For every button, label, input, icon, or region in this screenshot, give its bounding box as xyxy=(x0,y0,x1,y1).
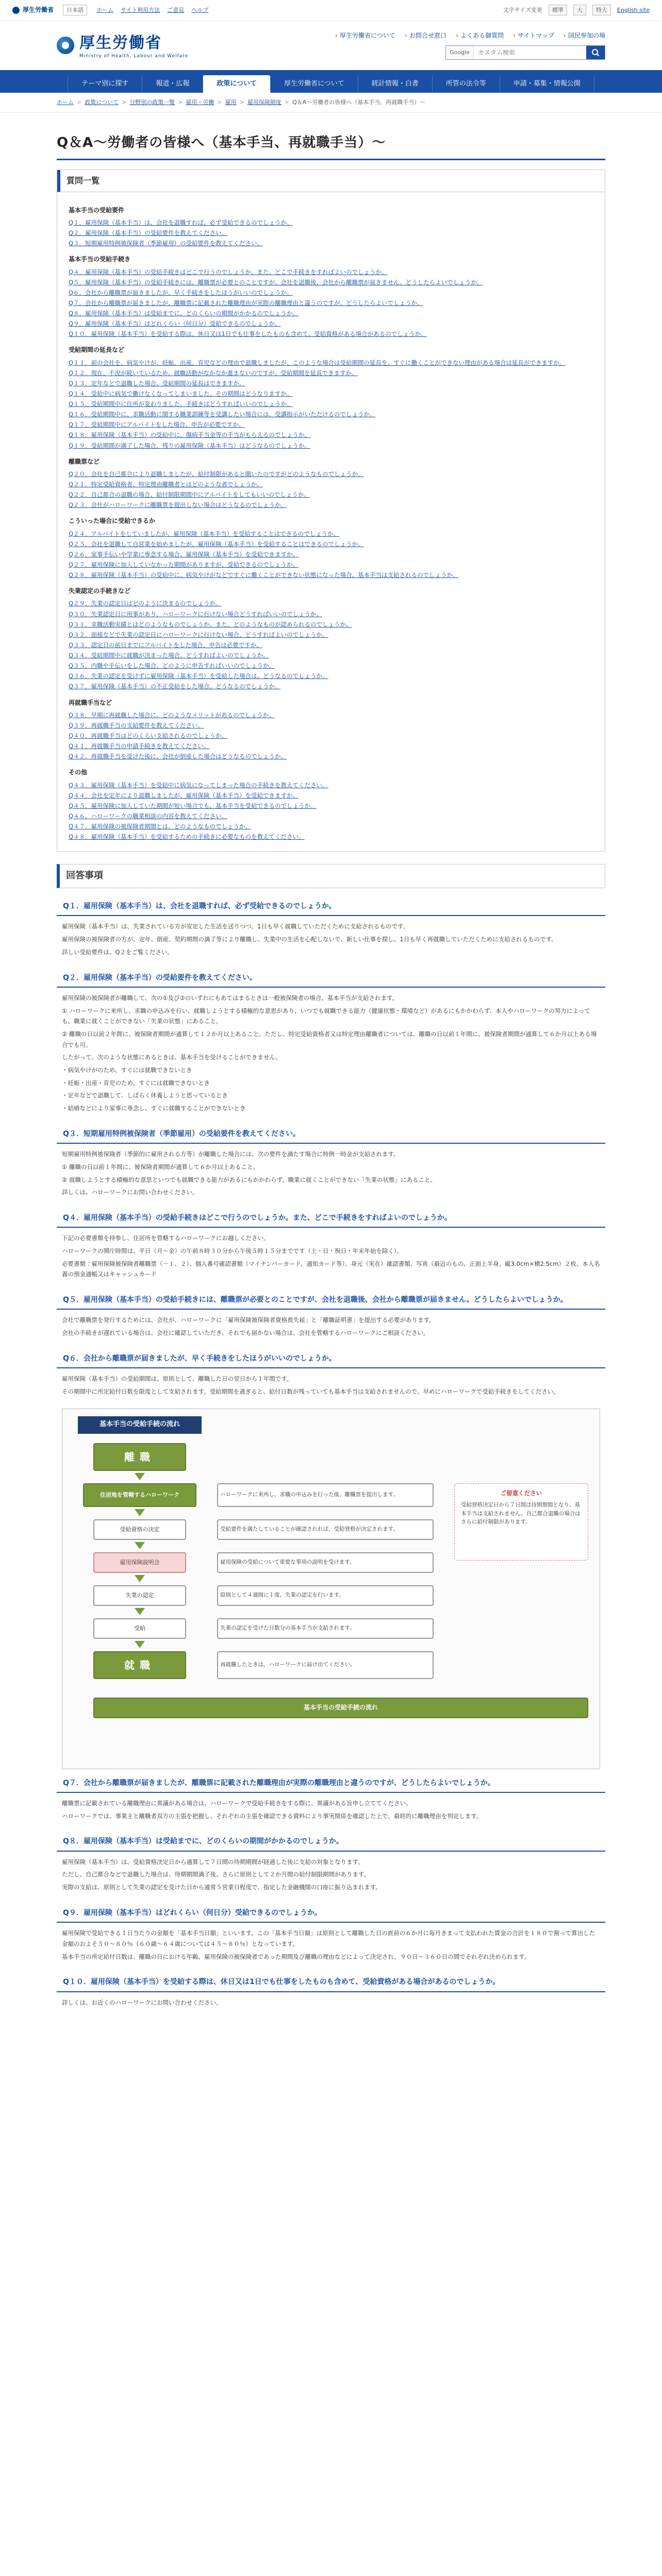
toc-group-title: その他 xyxy=(69,769,88,776)
toc-question-link[interactable]: Q５．雇用保険（基本手当）の受給手続きには、離職票が必要とのことですが、会社を退職後、会社から離職票が届きません。どうしたらよいでしょうか。 xyxy=(69,278,483,286)
flow-step-qualification: 受給資格の決定 xyxy=(93,1519,186,1540)
qa-answer-paragraph: したがって、次のような状態にあるときは、基本手当を受けることができません。 xyxy=(62,1054,282,1061)
toc-question-list xyxy=(69,710,593,762)
qa-answer-paragraph: 詳しくは、ハローワークにお問い合わせください。 xyxy=(62,1189,198,1196)
qa-block xyxy=(57,1291,605,1338)
toc-question-item xyxy=(69,358,593,368)
toc-question-item xyxy=(69,217,593,228)
toc-question-link[interactable]: Q２１．特定受給資格者、特定理由離職者とはどのような者でしょうか。 xyxy=(69,481,263,488)
toc-question-item xyxy=(69,329,593,339)
qa-answer-paragraph: 詳しくは、お近くのハローワークにお問い合わせください。 xyxy=(62,1998,222,2006)
qa-block xyxy=(57,1125,605,1198)
flow-summary-bar: 基本手当の受給手続の流れ xyxy=(93,1698,588,1718)
qa-answer-paragraph: 下記の必要書類を持参し、住居所を管轄するハローワークにお越しください。 xyxy=(62,1234,270,1242)
toc-group-title: こういった場合に受給できるか xyxy=(69,517,156,525)
qa-answer-paragraph: 雇用保険で受給できる１日当たりの金額を「基本手当日額」といいます。この「基本手当日額」は原則として離職した日の直前の６か月に毎月きまって支払われた賃金の合計を１８０で割って算出した金額のおよそ５０～８０％（６０歳～６４歳については４５～８０％）となっています。 xyxy=(62,1929,595,1947)
qa-block xyxy=(57,1774,605,1822)
breadcrumb-employment[interactable]: 雇用 xyxy=(225,99,237,106)
qa-question: Q９．雇用保険（基本手当）はどれくらい（何日分）受給できるのでしょうか。 xyxy=(57,1904,605,1923)
toc-question-item xyxy=(69,598,593,608)
toc-question-link[interactable]: Q４７．雇用保険の被保険者期間とは、どのようなものでしょうか。 xyxy=(69,823,252,831)
toc-question-link[interactable]: Q４４．会社を定年により退職しましたが、雇用保険（基本手当）を受給できますか。 xyxy=(69,791,299,799)
toc-question-item xyxy=(69,549,593,560)
top-link-help[interactable]: ヘルプ xyxy=(191,6,209,13)
qa-block xyxy=(57,1904,605,1962)
toc-question-item xyxy=(69,720,593,731)
toc-question-item xyxy=(69,277,593,287)
toc-question-item xyxy=(69,570,593,580)
toc-question-link[interactable]: Q１６．受給期間中に、求職活動に関する職業訓練等を受講したい場合には、受講指示がいただけるのでしょうか。 xyxy=(69,411,376,418)
toc-question-link[interactable]: Q４２．再就職手当を受けた後に、会社が倒産した場合はどうなるのでしょうか。 xyxy=(69,753,287,760)
ministry-name-small: 厚生労働省 xyxy=(23,6,54,13)
question-list-section xyxy=(57,170,605,852)
toc-question-link[interactable]: Q２２．自己都合の退職の場合、給付制限期間中にアルバイトをしてもいいのでしょうか。 xyxy=(69,491,310,499)
search-input[interactable] xyxy=(474,46,586,59)
qa-answer-paragraph: 会社で離職票を発行するためには、会社が、ハローワークに「雇用保険被保険者資格喪失届」と「離職証明書」を提出する必要があります。 xyxy=(62,1316,435,1324)
toc-question-item xyxy=(69,409,593,419)
ministry-mini-logo[interactable] xyxy=(12,5,54,15)
flow-arrow xyxy=(135,1509,145,1516)
flow-arrow xyxy=(135,1608,145,1615)
util-link-faq[interactable]: › よくある御質問 xyxy=(456,31,504,41)
toc-question-link[interactable]: Q２８．雇用保険（基本手当）の受給中に、病気やけがなどですぐに働くことができない状態になった場合、基本手当は支給されるのでしょうか。 xyxy=(69,571,459,579)
util-link-sitemap[interactable]: › サイトマップ xyxy=(513,31,554,41)
qa-answer xyxy=(57,1928,605,1962)
qa-block xyxy=(57,969,605,1114)
toc-question-item xyxy=(69,671,593,681)
top-link-home[interactable]: ホーム xyxy=(96,6,114,13)
main-content xyxy=(57,113,605,2008)
qa-block xyxy=(57,1350,605,1397)
qa-answer-paragraph: 基本手当の所定給付日数は、離職の日における年齢、雇用保険の被保険者であった期間及び離職の理由などによって決定され、９０日～３６０日の間でそれぞれ決められます。 xyxy=(62,1953,531,1960)
toc-question-link[interactable]: Q２０．会社を自己都合により退職しましたが、給付制限があると聞いたのですがどのようなものでしょうか。 xyxy=(69,470,364,478)
qa-answer xyxy=(57,1315,605,1338)
language-select[interactable]: 日本語 xyxy=(63,5,87,16)
ministry-logo-icon xyxy=(12,7,20,14)
toc-question-link[interactable]: Q４．雇用保険（基本手当）の受給手続きはどこで行うのでしょうか。また、どこで手続きをすればよいのでしょうか。 xyxy=(69,268,388,276)
qa-block xyxy=(57,1973,605,2008)
brand-emblem-icon xyxy=(57,37,74,54)
toc-question-item xyxy=(69,388,593,399)
flow-step-hellowork: 住居地を管轄するハローワーク xyxy=(83,1483,196,1507)
toc-question-link[interactable]: Q１５．受給期間中に住所が変わりました。手続きはどうすればいいのでしょうか。 xyxy=(69,400,293,408)
toc-question-item xyxy=(69,790,593,801)
qa-answer-paragraph: 雇用保険の被保険者が離職して、次の①及び②のいずれにもあてはまるときは一般被保険者の場合、基本手当が支給されます。 xyxy=(62,994,398,1002)
qa-block xyxy=(57,1209,605,1280)
header-main xyxy=(0,21,662,70)
toc-question-link[interactable]: Q３５．内職や手伝いをした場合、どのように申告すればいいのでしょうか。 xyxy=(69,662,275,670)
header-top-bar xyxy=(0,0,662,21)
util-link-contact[interactable]: › お問合せ窓口 xyxy=(405,31,446,41)
toc-question-item xyxy=(69,378,593,388)
toc-question-link[interactable]: Q２５．会社を退職して自営業を始めましたが、雇用保険（基本手当）を受給することはできるのでしょうか。 xyxy=(69,540,364,548)
toc-question-link[interactable]: Q４３．雇用保険（基本手当）を受給中に病気になってしまった場合の手続きを教えてください。 xyxy=(69,781,328,789)
toc-question-item xyxy=(69,440,593,451)
flow-step-employment: 就職 xyxy=(93,1651,186,1679)
flowchart-title: 基本手当の受給手続の流れ xyxy=(78,1416,202,1434)
toc-question-link[interactable]: Q１２．現在、不況が続いているため、就職活動がなかなか進まないのですが、受給期間を延長できますか。 xyxy=(69,369,358,377)
qa-answer-paragraph: ① 離職の日以前１年間に、被保険者期間が通算して６か月以上あること。 xyxy=(62,1163,259,1171)
top-link-usage[interactable]: サイト利用方法 xyxy=(121,6,160,13)
toc-question-item xyxy=(69,801,593,811)
breadcrumb-separator: > xyxy=(217,99,222,106)
toc-question-link[interactable]: Q１９．受給期間が満了した場合、残りの雇用保険（基本手当）はどうなるのでしょうか。 xyxy=(69,442,311,449)
toc-question-item xyxy=(69,660,593,671)
toc-question-item xyxy=(69,731,593,741)
qa-answer-paragraph: 短期雇用特例被保険者（季節的に雇用される方等）が離職した場合には、次の要件を満たす場合に特例一時金が支給されます。 xyxy=(62,1150,400,1158)
qa-answer xyxy=(57,921,605,957)
toc-question-link[interactable]: Q４６．ハローワークの職業相談の内容を教えてください。 xyxy=(69,812,228,820)
qa-answer xyxy=(57,1798,605,1821)
breadcrumb-separator: > xyxy=(122,99,127,106)
qa-answer-paragraph: 雇用保険（基本手当）は、受給資格決定日から通算して７日間の待期期間が経過した後に支給の対象となります。 xyxy=(62,1858,364,1866)
qa-answer-paragraph: 実際の支給は、原則として失業の認定を受けた日から通常５営業日程度で、指定した金融機関の口座に振り込まれます。 xyxy=(62,1884,382,1891)
qa-answer xyxy=(57,1997,605,2008)
search-icon xyxy=(591,48,600,57)
breadcrumb xyxy=(0,93,662,113)
toc-question-item xyxy=(69,681,593,691)
toc-question-list xyxy=(69,217,593,248)
brand-logo[interactable] xyxy=(57,31,188,60)
qa-answer xyxy=(57,1149,605,1198)
qa-answer-paragraph: ただし、自己都合などで退職した場合は、待期期間満了後、さらに原則として２か月間の給付制限期間があります。 xyxy=(62,1871,370,1878)
toc-question-item xyxy=(69,650,593,660)
toc-question-link[interactable]: Q２３．会社がハローワークに離職票を提出しない場合はどうなるのでしょうか。 xyxy=(69,501,287,509)
qa-block xyxy=(57,1833,605,1892)
flow-step-briefing: 雇用保険説明会 xyxy=(93,1552,186,1573)
flow-arrow xyxy=(135,1641,145,1648)
qa-question: Q２．雇用保険（基本手当）の受給要件を教えてください。 xyxy=(57,969,605,988)
qa-answer-paragraph: ・結婚などにより家事に専念し、すぐに就職することができないとき xyxy=(62,1105,246,1112)
toc-question-link[interactable]: Q１１．前の会社を、病気やけが、妊娠、出産、育児などの理由で退職しましたが、このような場合は受給期間の延長を、すぐに働くことができない理由がある場合は延長ができますか。 xyxy=(69,359,566,366)
toc-question-item xyxy=(69,630,593,640)
toc-question-link[interactable]: Q２４．アルバイトをしていましたが、雇用保険（基本手当）を受給することはできるのでしょうか。 xyxy=(69,530,340,537)
toc-question-list xyxy=(69,358,593,451)
toc-question-item xyxy=(69,368,593,378)
qa-answer xyxy=(57,1857,605,1893)
toc-question-item xyxy=(69,539,593,549)
brand-name: 厚生労働省 xyxy=(79,33,162,52)
flow-step-certification: 失業の認定 xyxy=(93,1585,186,1606)
toc-question-item xyxy=(69,228,593,238)
gnav-press[interactable]: 報道・広報 xyxy=(142,75,203,93)
flow-caution-box xyxy=(454,1483,588,1561)
toc-question-link[interactable]: Q１８．雇用保険（基本手当）の受給中に、傷病手当金等の手当がもらえるのでしょうか。 xyxy=(69,431,311,439)
flowchart xyxy=(62,1409,600,1769)
toc-question-item xyxy=(69,832,593,842)
breadcrumb-employment-labour[interactable]: 雇用・労働 xyxy=(186,99,214,106)
flow-arrow xyxy=(135,1473,145,1480)
toc-question-list xyxy=(69,598,593,691)
qa-answer xyxy=(57,993,605,1114)
toc-question-link[interactable]: Q３３．認定日の前日までにアルバイトをした場合、申告は必要ですか。 xyxy=(69,641,262,649)
toc-question-link[interactable]: Q３０．失業認定日に用事があり、ハローワークに行けない場合どうすればいいのでしょうか。 xyxy=(69,610,323,618)
qa-question: Q１．雇用保険（基本手当）は、会社を退職すれば、必ず受給できるのでしょうか。 xyxy=(57,897,605,916)
breadcrumb-separator: > xyxy=(178,99,183,106)
breadcrumb-insurance[interactable]: 雇用保険制度 xyxy=(247,99,282,106)
qa-answer-paragraph: その期間中に所定給付日数を限度として支給されます。受給期間を過ぎると、給付日数が残っていても基本手当は支給されませんので、早めにハローワークで受給手続きをしてください。 xyxy=(62,1387,559,1395)
text-size-label: 文字サイズ変更 xyxy=(503,6,542,13)
toc-question-item xyxy=(69,430,593,440)
toc-question-link[interactable]: Q３２．面接などで失業の認定日にハローワークに行けない場合、どうすればよいのでしょうか。 xyxy=(69,631,328,638)
gnav-about-ministry[interactable]: 厚生労働省について xyxy=(270,75,358,93)
toc-question-link[interactable]: Q２．雇用保険（基本手当）の受給要件を教えてください。 xyxy=(69,229,228,237)
toc-question-item xyxy=(69,751,593,761)
toc-question-item xyxy=(69,640,593,650)
toc-question-link[interactable]: Q４０．再就職手当はどのくらい支給されるのでしょうか。 xyxy=(69,732,228,739)
toc-question-link[interactable]: Q１７．受給期間中にアルバイトをした場合、申告が必要ですか。 xyxy=(69,421,245,429)
qa-question: Q３．短期雇用特例被保険者（季節雇用）の受給要件を教えてください。 xyxy=(57,1125,605,1144)
qa-question: Q５．雇用保険（基本手当）の受給手続きには、離職票が必要とのことですが、会社を退職後、会社から離職票が届きません。どうしたらよいでしょうか。 xyxy=(57,1291,605,1310)
flow-caution-text: 受給資格決定日から７日間は待期期間となり、基本手当は支給されません。自己都合退職の場合はさらに給付制限があります。 xyxy=(461,1502,581,1525)
utility-links xyxy=(335,31,605,41)
flow-step-payment: 受給 xyxy=(93,1618,186,1639)
question-list-heading: 質問一覧 xyxy=(57,170,605,192)
toc-question-item xyxy=(69,821,593,832)
toc-question-link[interactable]: Q４５．雇用保険に加入していた期間が短い場合でも、基本手当を受給できるのでしょうか。 xyxy=(69,802,317,809)
english-site-link[interactable]: English site xyxy=(617,6,650,13)
top-link-feedback[interactable]: ご意見 xyxy=(167,6,185,13)
toc-question-item xyxy=(69,419,593,430)
toc-question-item xyxy=(69,287,593,298)
toc-question-item xyxy=(69,500,593,510)
qa-answer xyxy=(57,1374,605,1397)
qa-question: Q１０．雇用保険（基本手当）を受給する際は、休日又は1日でも仕事をしたものも含めて、受給資格がある場合があるのでしょうか。 xyxy=(57,1973,605,1992)
toc-question-link[interactable]: Q３６．失業の認定を受けずに雇用保険（基本手当）を受給した場合は、どうなるのでしょうか。 xyxy=(69,672,328,680)
gnav-applications[interactable]: 申請・募集・情報公開 xyxy=(500,75,594,93)
toc-question-link[interactable]: Q８．雇用保険（基本手当）は受給までに、どのくらいの期間がかかるのでしょうか。 xyxy=(69,310,299,317)
toc-question-link[interactable]: Q１４．受給中に病気で働けなくなってしまいました。その期間はどうなりますか。 xyxy=(69,389,293,397)
toc-question-list xyxy=(69,267,593,340)
qa-answer-paragraph: ① ハローワークに来所し、求職の申込みを行い、就職しようとする積極的な意思があり、いつでも就職できる能力（健康状態・環境など）があるにもかかわらず、本人やハローワークの努力によっても、職業に就くことができない「失業の状態」にあること。 xyxy=(62,1007,591,1025)
qa-answer-paragraph: 雇用保険（基本手当）は、失業されている方が安定した生活を送りつつ、1日も早く就職していただくために支給されるものです。 xyxy=(62,923,409,930)
breadcrumb-home[interactable]: ホーム xyxy=(57,99,74,106)
qa-answer-paragraph: ・定年などで退職して、しばらく休養しようと思っているとき xyxy=(62,1092,228,1099)
toc-question-link[interactable]: Q３８．早期に再就職した場合に、どのようなメリットがあるのでしょうか。 xyxy=(69,711,275,719)
site-search xyxy=(445,45,605,60)
breadcrumb-fields[interactable]: 分野別の政策一覧 xyxy=(129,99,175,106)
qa-question: Q７．会社から離職票が届きましたが、離職票に記載された離職理由が実際の離職理由と違うのですが、どうしたらよいでしょうか。 xyxy=(57,1774,605,1793)
flow-note-4: 原則として４週間に１度、失業の認定を行います。 xyxy=(217,1585,434,1606)
toc-question-item xyxy=(69,308,593,318)
toc-question-item xyxy=(69,529,593,539)
toc-question-link[interactable]: Q４８．雇用保険（基本手当）を受給するための手続きに必要なものを教えてください。 xyxy=(69,833,305,841)
toc-question-link[interactable]: Q３．短期雇用特例被保険者（季節雇用）の受給要件を教えてください。 xyxy=(69,240,263,247)
qa-answer-paragraph: 必要書類：雇用保険被保険者離職票（－１、２）、個人番号確認書類（マイナンバーカード、通知カード等）、身元（実在）確認書類、写真（最近のもの、正面上半身、縦3.0cm×横2.5cm）２枚、本人名義の預金通帳又はキャッシュカード xyxy=(62,1260,600,1278)
toc-group-title: 受給期間の延長など xyxy=(69,346,125,354)
gnav-theme[interactable]: テーマ別に探す xyxy=(68,75,142,93)
answers-list-bottom xyxy=(57,1774,605,2008)
toc-question-link[interactable]: Q１３．定年などで退職した場合、受給期間の延長はできますか。 xyxy=(69,379,245,387)
toc-question-item xyxy=(69,741,593,751)
qa-answer-paragraph: 離職票に記載されている離職理由に異議がある場合は、ハローワークで受給手続きをする際に、異議がある旨申し立ててください。 xyxy=(62,1800,412,1807)
toc-question-list xyxy=(69,469,593,511)
toc-group-title: 基本手当の受給要件 xyxy=(69,206,125,214)
toc-question-item xyxy=(69,318,593,329)
flow-note-2: 受給要件を満たしていることが確認されれば、受給資格が決定されます。 xyxy=(217,1519,434,1540)
breadcrumb-current: Q＆A～労働者の皆様へ（基本手当、再就職手当）～ xyxy=(292,99,426,106)
qa-answer-paragraph: 会社の手続きが遅れている場合は、会社に確認していただき、それでも届かない場合は、会社を管轄するハローワークにご相談ください。 xyxy=(62,1329,429,1337)
toc-question-item xyxy=(69,469,593,479)
qa-answer-paragraph: ハローワークの開庁時間は、平日（月～金）の午前８時３０分から午後５時１５分までです（土・日・祝日・年末年始を除く）。 xyxy=(62,1247,403,1255)
toc-question-item xyxy=(69,479,593,489)
page-title: Q＆A～労働者の皆様へ（基本手当、再就職手当）～ xyxy=(57,132,605,161)
qa-answer-paragraph: 雇用保険（基本手当）の受給期間は、原則として、離職した日の翌日から１年間です。 xyxy=(62,1375,293,1383)
question-list-body xyxy=(57,192,605,852)
toc-group-title: 再就職手当など xyxy=(69,699,112,706)
qa-block xyxy=(57,897,605,957)
breadcrumb-policy[interactable]: 政策について xyxy=(85,99,119,106)
util-link-about[interactable]: › 厚生労働省について xyxy=(335,31,395,41)
toc-question-item xyxy=(69,811,593,821)
answers-list-top xyxy=(57,897,605,1397)
toc-question-link[interactable]: Q１０．雇用保険（基本手当）を受給する際は、休日又は1日でも仕事をしたものも含めて、受給資格がある場合があるのでしょうか。 xyxy=(69,330,427,338)
toc-question-link[interactable]: Q４１．再就職手当の申請手続きを教えてください。 xyxy=(69,742,210,750)
toc-group-title: 基本手当の受給手続き xyxy=(69,256,131,263)
toc-question-item xyxy=(69,298,593,308)
toc-question-list xyxy=(69,529,593,581)
right-tools xyxy=(503,5,650,16)
text-size-normal-button[interactable]: 標準 xyxy=(549,5,567,16)
header-nav xyxy=(335,31,605,59)
qa-answer-paragraph: ・病気やけがのため、すぐには就職できないとき xyxy=(62,1066,192,1074)
toc-question-item xyxy=(69,780,593,790)
toc-question-link[interactable]: Q９．雇用保険（基本手当）はどれくらい（何日分）受給できるのでしょうか。 xyxy=(69,320,281,328)
flow-note-3: 雇用保険の受給について重要な事項の説明を受けます。 xyxy=(217,1552,434,1573)
qa-answer-paragraph: ・妊娠・出産・育児のため、すぐには就職できないとき xyxy=(62,1079,210,1087)
toc-question-item xyxy=(69,560,593,570)
toc-question-item xyxy=(69,238,593,248)
flow-arrow xyxy=(135,1542,145,1549)
text-size-xlarge-button[interactable]: 特大 xyxy=(592,5,611,16)
toc-question-item xyxy=(69,609,593,619)
search-button[interactable] xyxy=(586,46,605,59)
top-links xyxy=(96,6,208,15)
toc-question-list xyxy=(69,780,593,842)
global-nav xyxy=(0,70,662,93)
brand-subtitle: Ministry of Health, Labour and Welfare xyxy=(79,53,189,59)
toc-question-item xyxy=(69,399,593,409)
gnav-statistics[interactable]: 統計情報・白書 xyxy=(358,75,432,93)
qa-answer-paragraph: ② 離職の日以前２年間に、被保険者期間が通算して１２か月以上あること。ただし、特定受給資格者又は特定理由離職者については、離職の日以前１年間に、被保険者期間が通算して６か月以上ある場合でも可。 xyxy=(62,1030,597,1048)
qa-answer-paragraph: 詳しい受給要件は、Q２をご覧ください。 xyxy=(62,948,174,956)
answers-heading: 回答事項 xyxy=(57,864,605,888)
google-tag: Google xyxy=(446,46,474,59)
flow-step-leave: 離職 xyxy=(93,1443,186,1471)
toc-question-link[interactable]: Q２９．失業の認定日はどのように決まるのでしょうか。 xyxy=(69,600,222,607)
gnav-laws[interactable]: 所管の法令等 xyxy=(432,75,500,93)
toc-question-item xyxy=(69,267,593,277)
toc-question-link[interactable]: Q６．会社から離職票が届きましたが、早く手続きをしたほうがいいのでしょうか。 xyxy=(69,289,293,296)
toc-question-item xyxy=(69,489,593,500)
toc-question-link[interactable]: Q２６．家事手伝いや学業に専念する場合、雇用保険（基本手当）を受給できますか。 xyxy=(69,550,299,558)
toc-question-item xyxy=(69,619,593,630)
qa-answer-paragraph: ハローワークでは、事業主と離職者双方の主張を把握し、それぞれの主張を確認できる資料により事実関係を確認した上で、最終的に離職理由を判定します。 xyxy=(62,1812,483,1820)
breadcrumb-separator: > xyxy=(239,99,244,106)
qa-answer xyxy=(57,1233,605,1280)
qa-answer-paragraph: ② 就職しようとする積極的な意思といつでも就職できる能力があるにもかかわらず、職業に就くことができない「失業の状態」にあること。 xyxy=(62,1176,437,1183)
flow-arrow xyxy=(135,1575,145,1582)
qa-question: Q８．雇用保険（基本手当）は受給までに、どのくらいの期間がかかるのでしょうか。 xyxy=(57,1833,605,1851)
toc-question-link[interactable]: Q３１．求職活動実績とはどのようなものでしょうか。また、どのようなものが認められるのでしょうか。 xyxy=(69,620,352,628)
qa-answer-paragraph: 雇用保険の被保険者の方が、定年、倒産、契約期間の満了等により離職し、失業中の生活を心配しないで、新しい仕事を探し、1日も早く再就職していただくために支給されるものです。 xyxy=(62,936,557,943)
toc-question-link[interactable]: Q３７．雇用保険（基本手当）の不正受給をした場合、どうなるのでしょうか。 xyxy=(69,683,281,690)
toc-question-link[interactable]: Q３４．受給期間中に就職が決まった場合、どうすればよいのでしょうか。 xyxy=(69,652,269,659)
toc-question-link[interactable]: Q２７．雇用保険に加入していなかった期間がありますが、受給できるのでしょうか。 xyxy=(69,561,299,568)
toc-question-link[interactable]: Q１．雇用保険（基本手当）は、会社を退職すれば、必ず受給できるのでしょうか。 xyxy=(69,218,293,226)
toc-question-item xyxy=(69,710,593,720)
gnav-policy[interactable]: 政策について xyxy=(203,75,270,93)
toc-group-title: 離職票など xyxy=(69,457,100,465)
flow-note-6: 再就職したときは、ハローワークに届け出てください。 xyxy=(217,1651,434,1679)
toc-question-link[interactable]: Q３９．再就職手当の支給要件を教えてください。 xyxy=(69,721,204,729)
text-size-large-button[interactable]: 大 xyxy=(573,5,586,16)
flow-caution-title: ご留意ください xyxy=(500,1489,542,1497)
flow-note-1: ハローワークに来所し、求職の申込みを行った後、離職票を提出します。 xyxy=(217,1483,434,1507)
qa-question: Q４．雇用保険（基本手当）の受給手続きはどこで行うのでしょうか。また、どこで手続きをすればよいのでしょうか。 xyxy=(57,1209,605,1228)
toc-group-title: 失業認定の手続きなど xyxy=(69,587,131,595)
breadcrumb-separator: > xyxy=(77,99,82,106)
toc-question-link[interactable]: Q７．会社から離職票が届きましたが、離職票に記載された離職理由が実際の離職理由と違うのですが、どうしたらよいでしょうか。 xyxy=(69,299,423,307)
breadcrumb-separator: > xyxy=(284,99,290,106)
flow-note-5: 失業の認定を受けた日数分の基本手当が支給されます。 xyxy=(217,1618,434,1639)
qa-question: Q６．会社から離職票が届きましたが、早く手続きをしたほうがいいのでしょうか。 xyxy=(57,1350,605,1368)
util-link-participation[interactable]: › 国民参加の場 xyxy=(564,31,605,41)
